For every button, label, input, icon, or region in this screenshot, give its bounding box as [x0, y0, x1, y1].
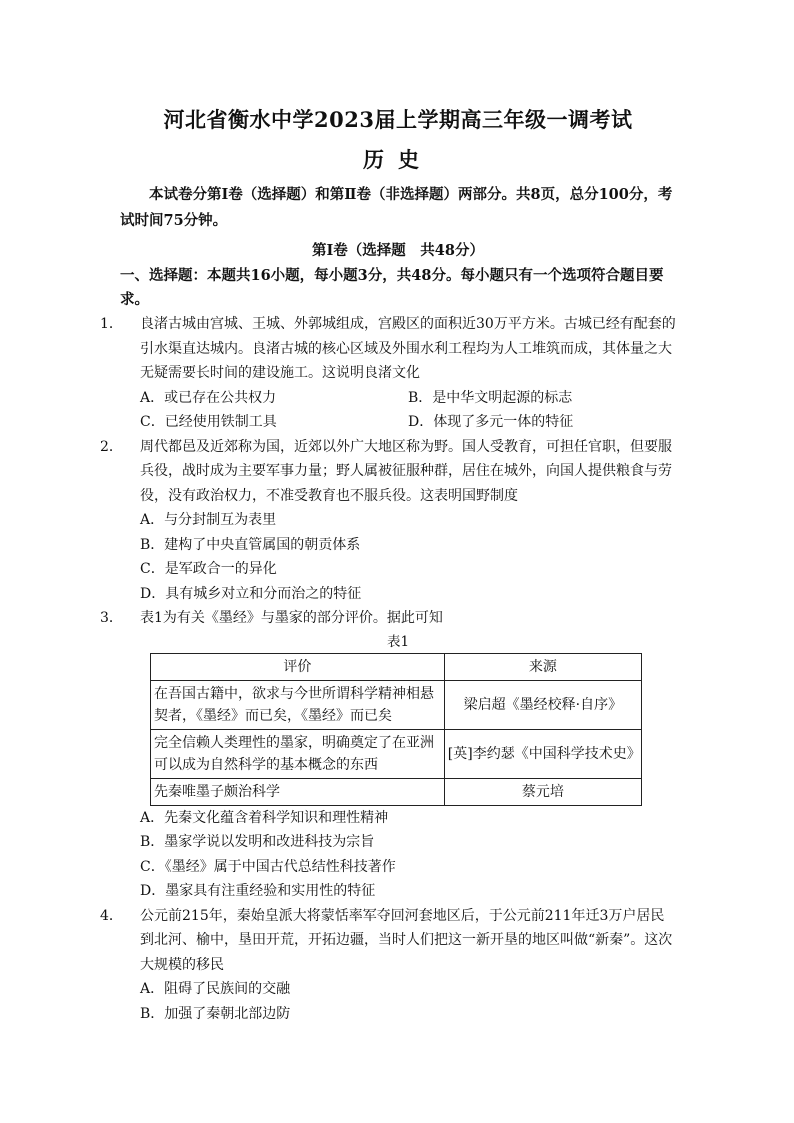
table-caption: 表1	[386, 633, 410, 650]
table-cell-evaluation: 在吾国古籍中，欲求与今世所谓科学精神相悬契者，《墨经》而已矣，《墨经》而已矣	[151, 680, 445, 729]
table-cell-source: [英]李约瑟《中国科学技术史》	[444, 729, 641, 778]
question-stem	[100, 312, 676, 386]
question-1	[100, 312, 676, 435]
table-cell-evaluation: 先秦唯墨子颇治科学	[151, 778, 445, 805]
table-row	[151, 778, 642, 805]
option-a: A．先秦文化蕴含着科学知识和理性精神	[140, 809, 389, 826]
option-group	[120, 977, 676, 1026]
table-header-row	[151, 653, 642, 680]
table-cell-source: 梁启超《墨经校释·自序》	[444, 680, 641, 729]
question-stem	[100, 904, 676, 978]
question-text: 周代都邑及近郊称为国，近郊以外广大地区称为野。国人受教育，可担任官职，但要服兵役，战时成为主要军事力量；野人属被征服种群，居住在城外，向国人提供粮食与劳役，没有政治权力，不准受教育也不服兵役。这表明国野制度	[140, 438, 672, 504]
option-d: D．体现了多元一体的特征	[408, 414, 574, 430]
option-group	[120, 386, 676, 435]
question-text: 良渚古城由宫城、王城、外郭城组成，宫殿区的面积近30万平方米。古城已经有配套的引水渠直达城内。良渚古城的核心区域及外围水利工程均为人工堆筑而成，其体量之大无疑需要长时间的建设施工。这说明良渚文化	[140, 316, 676, 381]
evaluation-table	[150, 653, 642, 806]
question-number: 3．	[100, 610, 123, 626]
option-c: C．《墨经》属于中国古代总结性科技著作	[140, 858, 396, 875]
exam-page	[100, 100, 676, 1026]
table-cell-source: 蔡元培	[444, 778, 641, 805]
subject-title: 历史	[363, 147, 433, 172]
table-row	[151, 680, 642, 729]
question-2	[100, 435, 676, 607]
option-a: A．与分封制互为表里	[140, 512, 277, 528]
option-d: D．墨家具有注重经验和实用性的特征	[140, 883, 376, 899]
option-b: B．是中华文明起源的标志	[408, 389, 573, 406]
option-d: D．具有城乡对立和分而治之的特征	[140, 585, 362, 602]
question-3	[100, 606, 676, 904]
question-number: 4．	[100, 907, 123, 924]
question-4	[100, 904, 676, 1027]
question-stem	[100, 606, 676, 631]
option-b: B．加强了秦朝北部边防	[140, 1005, 291, 1022]
table-header-cell: 评价	[151, 653, 445, 680]
question-text: 公元前215年，秦始皇派大将蒙恬率军夺回河套地区后，于公元前211年迁3万户居民到北河、榆中，垦田开荒，开拓边疆，当时人们把这一新开垦的地区叫做“新秦”。这次大规模的移民	[140, 907, 673, 973]
question-text: 表1为有关《墨经》与墨家的部分评价。据此可知	[140, 610, 443, 626]
option-b: B．建构了中央直管属国的朝贡体系	[140, 536, 361, 553]
option-b: B．墨家学说以发明和改进科技为宗旨	[140, 834, 375, 850]
option-c: C．已经使用铁制工具	[140, 414, 277, 430]
question-number: 2．	[100, 438, 123, 455]
table-cell-evaluation: 完全信赖人类理性的墨家，明确奠定了在亚洲可以成为自然科学的基本概念的东西	[151, 729, 445, 778]
table-row	[151, 729, 642, 778]
part1-heading: 第Ⅰ卷（选择题 共48分）	[312, 242, 484, 259]
option-c: C．是军政合一的异化	[140, 561, 277, 577]
question-number: 1．	[100, 316, 123, 332]
table-header-cell: 来源	[444, 653, 641, 680]
question-stem	[100, 435, 676, 509]
option-a: A．阻碍了民族间的交融	[140, 981, 291, 997]
exam-title: 河北省衡水中学2023届上学期高三年级一调考试	[163, 107, 633, 132]
option-group	[120, 508, 676, 606]
option-a: A．或已存在公共权力	[140, 389, 277, 406]
option-group	[120, 806, 676, 904]
section1-heading: 一、选择题：本题共16小题，每小题3分，共48分。每小题只有一个选项符合题目要求。	[120, 267, 664, 308]
exam-intro: 本试卷分第Ⅰ卷（选择题）和第Ⅱ卷（非选择题）两部分。共8页，总分100分，考试时间75分钟。	[120, 186, 673, 229]
